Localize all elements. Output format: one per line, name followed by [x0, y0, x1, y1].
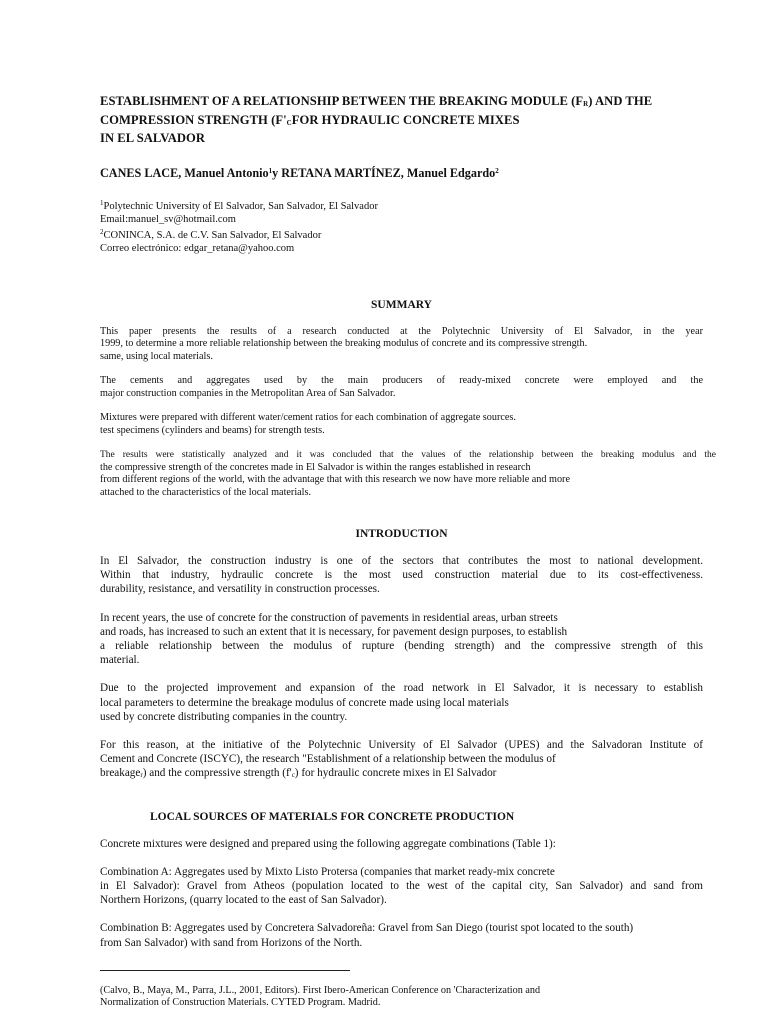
summary-p3-line-1: Mixtures were prepared with different water/cement ratios for each combination of aggregate sources.	[100, 412, 516, 423]
intro-p2-line-4: material.	[100, 654, 140, 667]
title-line-1-end: ) AND THE	[588, 94, 653, 108]
summary-paragraph-1	[100, 326, 703, 364]
title-line-2-text: COMPRESSION STRENGTH (F'	[100, 112, 287, 127]
summary-p4-line-4: attached to the characteristics of the local materials.	[100, 486, 312, 498]
author-1-sup: 1	[268, 166, 273, 175]
introduction-heading: INTRODUCTION	[355, 528, 448, 540]
intro-paragraph-4	[100, 738, 703, 783]
email-1: Email:manuel_sv@hotmail.com	[100, 213, 236, 225]
title-subscript-c: C	[286, 118, 292, 127]
author-2: y RETANA MARTÍNEZ, Manuel Edgardo	[272, 165, 496, 180]
intro-p4-l3-sub-r: r	[140, 771, 143, 780]
comb-b-line-1: Combination B: Aggregates used by Concretera Salvadoreña: Gravel from San Diego (tourist spot located to the south)	[100, 922, 634, 935]
intro-p1-line-2: Within that industry, hydraulic concrete is the most used construction material due to its cost-effectiveness.	[100, 569, 703, 582]
affiliation-2	[100, 226, 703, 242]
affiliation-2-sup: 2	[100, 227, 104, 236]
author-list	[100, 164, 703, 181]
summary-heading: SUMMARY	[371, 298, 432, 311]
intro-p3-line-2: local parameters to determine the breakage modulus of concrete made using local materials	[100, 696, 509, 709]
summary-p3-line-2: test specimens (cylinders and beams) for strength tests.	[100, 424, 325, 436]
summary-p2-line-2: major construction companies in the Metropolitan Area of San Salvador.	[100, 387, 396, 399]
intro-p2-line-1: In recent years, the use of concrete for the construction of pavements in residential areas, urban streets	[100, 611, 558, 624]
summary-p1-line-2: 1999, to determine a more reliable relationship between the breaking modulus of concrete and its compressive strength.	[100, 338, 588, 349]
paper-title	[100, 94, 703, 147]
intro-p3-line-1: Due to the projected improvement and expansion of the road network in El Salvador, it is necessary to establish	[100, 682, 703, 695]
affiliation-1	[100, 197, 703, 213]
intro-p4-line-3	[100, 766, 703, 782]
intro-p1-line-1: In El Salvador, the construction industry is one of the sectors that contributes the most to national development.	[100, 555, 703, 567]
footnote-divider	[100, 970, 350, 971]
intro-p2-line-3: a reliable relationship between the modulus of rupture (bending strength) and the compressive strength of this	[100, 640, 703, 653]
summary-paragraph-2	[100, 375, 703, 400]
summary-p4-line-1: The results were statistically analyzed and it was concluded that the values of the relationship between the breaking modulus and the	[100, 450, 716, 460]
affiliation-2-text: CONINCA, S.A. de C.V. San Salvador, El Salvador	[103, 229, 322, 241]
comb-a-line-2: in El Salvador): Gravel from Atheos (population located to the west of the capital city, San Salvador) and sand from	[100, 880, 703, 893]
footnote-line-2: Normalization of Construction Materials. CYTED Program. Madrid.	[100, 997, 381, 1009]
intro-p1-line-3: durability, resistance, and versatility in construction processes.	[100, 583, 380, 596]
title-subscript-r: R	[583, 100, 589, 108]
comb-a-line-3: Northern Horizons, (quarry located to the east of San Salvador).	[100, 894, 387, 907]
author-2-sup: 2	[495, 166, 499, 175]
local-sources-heading: LOCAL SOURCES OF MATERIALS FOR CONCRETE PRODUCTION	[150, 810, 515, 823]
comb-b-line-2: from San Salvador) with sand from Horizons of the North.	[100, 936, 363, 949]
title-line-1	[100, 94, 703, 113]
footnote	[100, 985, 703, 1010]
summary-p1-line-3: same, using local materials.	[100, 350, 213, 362]
intro-p3-line-3: used by concrete distributing companies in the country.	[100, 710, 348, 723]
local-sources-paragraph-1: Concrete mixtures were designed and prepared using the following aggregate combinations (Table 1):	[100, 837, 556, 850]
summary-p4-line-2: the compressive strength of the concretes made in El Salvador is within the ranges established in research	[100, 461, 531, 473]
intro-paragraph-1	[100, 554, 703, 597]
author-1: CANES LACE, Manuel Antonio	[100, 165, 269, 180]
affiliation-1-text: Polytechnic University of El Salvador, San Salvador, El Salvador	[103, 200, 378, 212]
combination-b-paragraph	[100, 921, 703, 949]
footnote-line-1: (Calvo, B., Maya, M., Parra, J.L., 2001, Editors). First Ibero-American Conference on 'Characterization and	[100, 984, 541, 996]
title-line-3: IN EL SALVADOR	[100, 131, 205, 145]
summary-p2-line-1: The cements and aggregates used by the main producers of ready-mixed concrete were employed and the	[100, 375, 703, 386]
paper-page	[100, 94, 716, 1010]
intro-p4-l3-post: ) for hydraulic concrete mixes in El Salvador	[294, 767, 497, 780]
title-line-2	[100, 113, 703, 132]
affiliation-1-sup: 1	[100, 198, 104, 207]
comb-a-line-1: Combination A: Aggregates used by Mixto Listo Protersa (companies that market ready-mix concrete	[100, 865, 555, 878]
intro-paragraph-3	[100, 681, 703, 724]
intro-p4-line-1: For this reason, at the initiative of the Polytechnic University of El Salvador (UPES) and the Salvadoran Institute of	[100, 739, 703, 752]
affiliations	[100, 197, 703, 255]
title-line-2-end: FOR HYDRAULIC CONCRETE MIXES	[291, 112, 520, 127]
combination-a-paragraph	[100, 865, 703, 908]
intro-p4-l3-pre: breakage	[100, 767, 141, 780]
title-line-1-text: ESTABLISHMENT OF A RELATIONSHIP BETWEEN THE BREAKING MODULE (F	[100, 94, 584, 108]
intro-p4-l3-mid: ) and the compressive strength (f'	[142, 767, 292, 780]
summary-p4-line-3: from different regions of the world, with the advantage that with this research we now have more reliable and more	[100, 474, 570, 485]
intro-p4-line-2: Cement and Concrete (ISCYC), the research "Establishment of a relationship between the modulus of	[100, 753, 556, 766]
email-2: Correo electrónico: edgar_retana@yahoo.com	[100, 242, 295, 254]
intro-p2-line-2: and roads, has increased to such an extent that it is necessary, for pavement design purposes, to establish	[100, 625, 568, 638]
summary-paragraph-4	[100, 449, 716, 499]
summary-paragraph-3	[100, 412, 703, 437]
intro-paragraph-2	[100, 611, 703, 668]
summary-p1-line-1: This paper presents the results of a research conducted at the Polytechnic University of El Salvador, in the year	[100, 325, 703, 337]
intro-p4-l3-sub-c: c	[291, 771, 295, 780]
